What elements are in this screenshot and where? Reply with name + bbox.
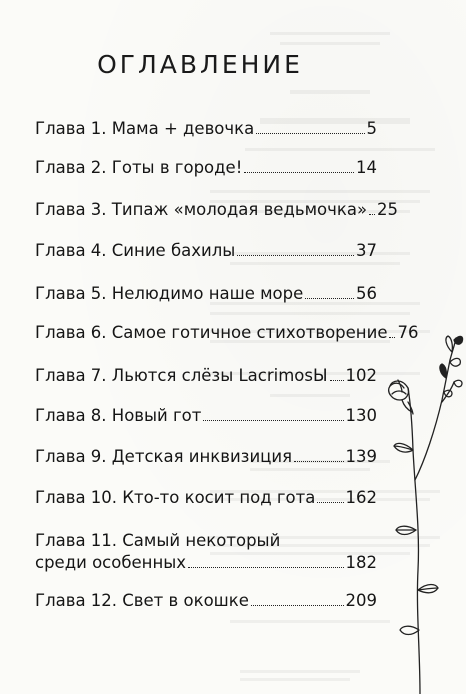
chapter-title: Глава 4. Синие бахилы [35, 241, 236, 260]
dot-leader [294, 461, 343, 462]
toc-entry [35, 199, 399, 221]
dot-leader [317, 502, 343, 503]
chapter-title: Глава 10. Кто-то косит под гота [35, 488, 316, 507]
chapter-title: среди особенных [35, 553, 187, 572]
toc-entry [35, 118, 377, 140]
dot-leader [251, 605, 344, 606]
dot-leader [203, 420, 343, 421]
dot-leader [305, 298, 354, 299]
chapter-title: Глава 7. Льются слёзы LacrimosЫ [35, 366, 328, 385]
toc-entry [35, 240, 377, 262]
toc-entry [35, 157, 377, 179]
page-number: 76 [397, 323, 419, 342]
toc-entry [35, 530, 377, 574]
toc-entry [35, 590, 377, 612]
chapter-title: Глава 5. Нелюдимо наше море [35, 284, 304, 303]
dot-leader [256, 133, 364, 134]
page-number: 56 [356, 284, 377, 303]
chapter-title: Глава 9. Детская инквизиция [35, 447, 293, 466]
page-number: 5 [366, 119, 377, 138]
page-number: 102 [345, 366, 377, 385]
page-number: 130 [345, 406, 377, 425]
chapter-title: Глава 8. Новый гот [35, 406, 202, 425]
page-number: 37 [356, 241, 377, 260]
chapter-title: Глава 6. Самое готичное стихотворение [35, 323, 388, 342]
chapter-title: Глава 2. Готы в городе! [35, 158, 243, 177]
page-number: 182 [345, 553, 377, 572]
dot-leader [369, 214, 375, 215]
page-number: 162 [345, 488, 377, 507]
page-number: 139 [345, 447, 377, 466]
dot-leader [244, 172, 354, 173]
page-number: 14 [356, 158, 377, 177]
chapter-title: Глава 1. Мама + девочка [35, 119, 255, 138]
toc-entry [35, 283, 377, 305]
toc-entry [35, 322, 419, 344]
chapter-title-line1: Глава 11. Самый некоторый [35, 531, 281, 550]
chapter-title: Глава 12. Свет в окошке [35, 591, 249, 610]
dot-leader [237, 255, 354, 256]
page-number: 209 [345, 591, 377, 610]
toc-entry [35, 365, 377, 387]
dot-leader [188, 567, 343, 568]
toc-entry [35, 446, 377, 468]
page-number: 25 [377, 200, 399, 219]
dot-leader [330, 380, 344, 381]
page-title: ОГЛАВЛЕНИЕ [97, 50, 303, 79]
chapter-title: Глава 3. Типаж «молодая ведьмочка» [35, 200, 368, 219]
flower-illustration [380, 330, 466, 694]
toc-entry [35, 487, 377, 509]
toc-entry [35, 405, 377, 427]
